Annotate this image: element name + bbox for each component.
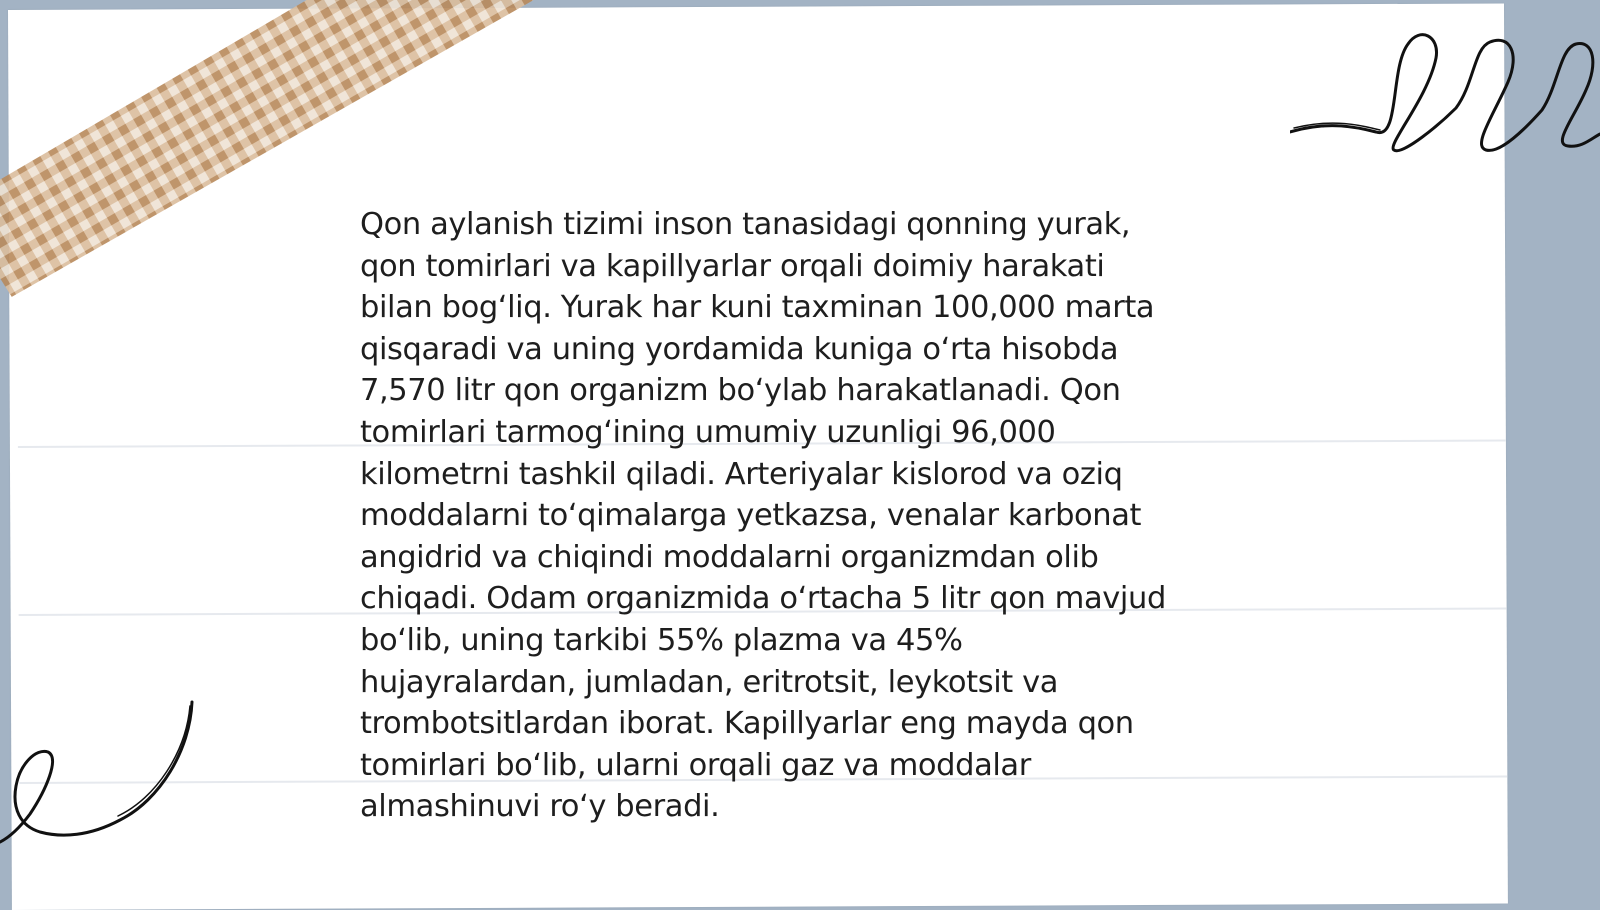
paragraph-line: qisqaradi va uning yordamida kuniga o‘rta hisobda [360,331,1119,367]
body-paragraph [360,204,1260,828]
paragraph-line: moddalarni to‘qimalarga yetkazsa, venalar karbonat [360,498,1142,534]
paragraph-line: bilan bog‘liq. Yurak har kuni taxminan 100,000 marta [360,290,1155,326]
paragraph-line: almashinuvi ro‘y beradi. [360,789,720,825]
paragraph-line: bo‘lib, uning tarkibi 55% plazma va 45% [360,622,963,658]
paragraph-line: qon tomirlari va kapillyarlar orqali doimiy harakati [360,248,1105,284]
paragraph-line: 7,570 litr qon organizm bo‘ylab harakatlanadi. Qon [360,373,1121,409]
paragraph-line: angidrid va chiqindi moddalarni organizmdan olib [360,539,1099,575]
paragraph-line: Qon aylanish tizimi inson tanasidagi qonning yurak, [360,207,1131,242]
loop-squiggle-icon [0,690,200,850]
paragraph-line: kilometrni tashkil qiladi. Arteriyalar kislorod va oziq [360,456,1123,492]
paragraph-line: tomirlari bo‘lib, ularni orqali gaz va moddalar [360,747,1031,783]
paragraph-line: hujayralardan, jumladan, eritrotsit, leykotsit va [360,664,1059,700]
paragraph-line: trombotsitlardan iborat. Kapillyarlar eng mayda qon [360,706,1134,742]
paragraph-line: tomirlari tarmog‘ining umumiy uzunligi 96,000 [360,414,1056,450]
paragraph-line: chiqadi. Odam organizmida o‘rtacha 5 litr qon mavjud [360,581,1166,617]
loop-squiggle-icon [1290,28,1600,168]
